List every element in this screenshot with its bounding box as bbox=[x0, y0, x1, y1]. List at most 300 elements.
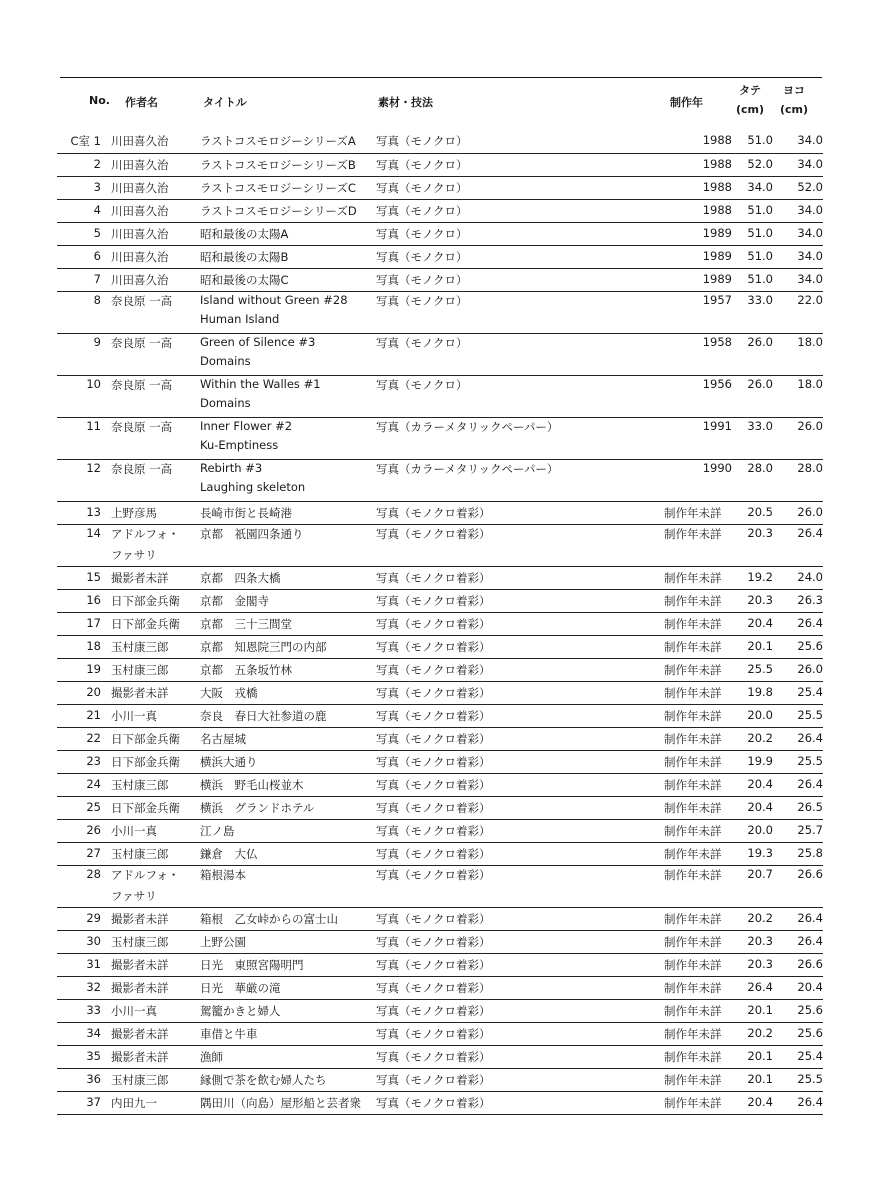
row-material-text: 写真（モノクロ） bbox=[376, 180, 468, 195]
row-author-text: 日下部金兵衛 bbox=[111, 731, 180, 746]
row-author bbox=[111, 976, 200, 999]
row-width-cm bbox=[773, 865, 823, 907]
row-author bbox=[111, 459, 200, 501]
row-material bbox=[376, 727, 664, 750]
row-year-text: 1988 bbox=[702, 133, 732, 147]
table-row bbox=[57, 681, 823, 704]
row-material-text: 写真（モノクロ着彩） bbox=[376, 1049, 491, 1064]
row-author bbox=[111, 1091, 200, 1114]
row-no-text: 9 bbox=[93, 334, 101, 349]
row-no-text: 17 bbox=[86, 615, 101, 630]
row-author-text: 撮影者未詳 bbox=[111, 957, 169, 972]
row-height-cm-text: 33.0 bbox=[747, 292, 773, 307]
row-year bbox=[664, 130, 732, 153]
row-material-text: 写真（カラーメタリックペーパー） bbox=[376, 461, 559, 476]
row-year-text: 制作年未詳 bbox=[664, 1026, 722, 1041]
row-author-text: 小川一真 bbox=[111, 1003, 157, 1018]
row-author-text: 撮影者未詳 bbox=[111, 570, 169, 585]
row-height-cm-text: 34.0 bbox=[747, 179, 773, 194]
row-material bbox=[376, 199, 664, 222]
row-author bbox=[111, 291, 200, 333]
row-no bbox=[57, 999, 111, 1022]
row-year bbox=[664, 268, 732, 291]
row-width-cm-text: 26.4 bbox=[797, 730, 823, 745]
row-no-text: C室 1 bbox=[70, 134, 101, 148]
table-row bbox=[57, 566, 823, 589]
row-no bbox=[57, 796, 111, 819]
row-height-cm-text: 20.7 bbox=[747, 866, 773, 881]
row-material bbox=[376, 375, 664, 417]
row-material bbox=[376, 1068, 664, 1091]
row-year-text: 制作年未詳 bbox=[664, 867, 722, 882]
table-row bbox=[57, 750, 823, 773]
row-year bbox=[664, 976, 732, 999]
row-year bbox=[664, 704, 732, 727]
row-title-text: ラストコスモロジーシリーズC bbox=[200, 180, 356, 195]
row-no-text: 28 bbox=[86, 866, 101, 881]
row-title bbox=[200, 333, 376, 375]
row-title bbox=[200, 953, 376, 976]
row-width-cm-text: 26.4 bbox=[797, 615, 823, 630]
row-year-text: 1988 bbox=[702, 202, 732, 217]
row-author bbox=[111, 566, 200, 589]
row-year bbox=[664, 796, 732, 819]
row-material-text: 写真（モノクロ着彩） bbox=[376, 800, 491, 815]
row-author-text: 奈良原 一高 bbox=[111, 335, 173, 350]
row-year-text: 制作年未詳 bbox=[664, 708, 722, 723]
row-author-text: ファサリ bbox=[111, 547, 157, 562]
row-no-text: 30 bbox=[86, 933, 101, 948]
row-year-text: 制作年未詳 bbox=[664, 1049, 722, 1064]
row-height-cm bbox=[732, 1045, 773, 1068]
row-width-cm-text: 25.4 bbox=[797, 684, 823, 699]
row-author bbox=[111, 865, 200, 907]
table-row bbox=[57, 130, 823, 153]
row-author bbox=[111, 773, 200, 796]
row-title bbox=[200, 524, 376, 566]
row-height-cm-text: 20.2 bbox=[747, 730, 773, 745]
row-height-cm-text: 26.0 bbox=[747, 334, 773, 349]
row-width-cm-text: 18.0 bbox=[797, 376, 823, 391]
row-year bbox=[664, 589, 732, 612]
row-height-cm-text: 20.3 bbox=[747, 525, 773, 540]
row-no bbox=[57, 589, 111, 612]
row-width-cm bbox=[773, 704, 823, 727]
row-material bbox=[376, 501, 664, 524]
row-title-text: 車借と牛車 bbox=[200, 1026, 258, 1041]
table-row bbox=[57, 459, 823, 501]
row-material-text: 写真（モノクロ着彩） bbox=[376, 593, 491, 608]
row-material-text: 写真（モノクロ着彩） bbox=[376, 731, 491, 746]
row-height-cm-text: 20.5 bbox=[747, 504, 773, 519]
row-height-cm bbox=[732, 999, 773, 1022]
header-tate-unit: (cm) bbox=[735, 103, 765, 116]
row-width-cm bbox=[773, 199, 823, 222]
row-height-cm bbox=[732, 245, 773, 268]
row-author bbox=[111, 842, 200, 865]
header-tate-label: タテ bbox=[739, 84, 761, 97]
row-author-text: 川田喜久治 bbox=[111, 249, 169, 264]
row-height-cm bbox=[732, 819, 773, 842]
table-row bbox=[57, 819, 823, 842]
row-width-cm bbox=[773, 291, 823, 333]
row-no-text: 31 bbox=[86, 956, 101, 971]
row-height-cm bbox=[732, 524, 773, 566]
row-width-cm bbox=[773, 1091, 823, 1114]
row-year bbox=[664, 291, 732, 333]
row-author bbox=[111, 907, 200, 930]
row-width-cm bbox=[773, 589, 823, 612]
row-title-text: 日光 東照宮陽明門 bbox=[200, 957, 304, 972]
row-no bbox=[57, 501, 111, 524]
table-row bbox=[57, 417, 823, 459]
row-material-text: 写真（モノクロ着彩） bbox=[376, 685, 491, 700]
row-title bbox=[200, 222, 376, 245]
row-author-text: 小川一真 bbox=[111, 823, 157, 838]
row-year bbox=[664, 773, 732, 796]
row-title bbox=[200, 459, 376, 501]
row-author-text: 撮影者未詳 bbox=[111, 980, 169, 995]
row-author-text: 川田喜久治 bbox=[111, 157, 169, 172]
row-author-text: 川田喜久治 bbox=[111, 226, 169, 241]
row-material-text: 写真（モノクロ） bbox=[376, 226, 468, 241]
row-no bbox=[57, 819, 111, 842]
row-title-text: Ku-Emptiness bbox=[200, 437, 279, 452]
row-material bbox=[376, 459, 664, 501]
row-no-text: 32 bbox=[86, 979, 101, 994]
row-title-text: Human Island bbox=[200, 311, 280, 326]
row-width-cm-text: 52.0 bbox=[797, 179, 823, 194]
row-no-text: 15 bbox=[86, 569, 101, 584]
row-no-text: 14 bbox=[86, 525, 101, 540]
row-year-text: 制作年未詳 bbox=[664, 934, 722, 949]
row-no bbox=[57, 1091, 111, 1114]
row-author-text: 撮影者未詳 bbox=[111, 685, 169, 700]
row-year bbox=[664, 681, 732, 704]
table-row bbox=[57, 658, 823, 681]
row-no bbox=[57, 417, 111, 459]
row-author bbox=[111, 245, 200, 268]
row-material bbox=[376, 976, 664, 999]
row-no-text: 20 bbox=[86, 684, 101, 699]
row-height-cm bbox=[732, 176, 773, 199]
table-row bbox=[57, 1091, 823, 1114]
row-width-cm bbox=[773, 635, 823, 658]
row-width-cm-text: 24.0 bbox=[797, 569, 823, 584]
row-no bbox=[57, 750, 111, 773]
row-height-cm bbox=[732, 727, 773, 750]
row-author-text: 撮影者未詳 bbox=[111, 1049, 169, 1064]
row-no-text: 6 bbox=[93, 248, 101, 263]
row-no-text: 7 bbox=[93, 271, 101, 286]
row-title-text: Domains bbox=[200, 353, 251, 368]
table-row bbox=[57, 1045, 823, 1068]
row-year bbox=[664, 199, 732, 222]
row-author bbox=[111, 417, 200, 459]
row-height-cm-text: 20.4 bbox=[747, 776, 773, 791]
row-width-cm-text: 26.4 bbox=[797, 776, 823, 791]
row-material bbox=[376, 999, 664, 1022]
row-height-cm bbox=[732, 842, 773, 865]
row-height-cm bbox=[732, 635, 773, 658]
row-height-cm-text: 19.3 bbox=[747, 845, 773, 860]
row-author bbox=[111, 333, 200, 375]
row-material bbox=[376, 566, 664, 589]
row-width-cm-text: 26.4 bbox=[797, 910, 823, 925]
table-row bbox=[57, 524, 823, 566]
row-author bbox=[111, 727, 200, 750]
row-title-text: Laughing skeleton bbox=[200, 479, 306, 494]
row-year bbox=[664, 842, 732, 865]
row-year-text: 1988 bbox=[702, 156, 732, 171]
row-no bbox=[57, 930, 111, 953]
row-title-text: 昭和最後の太陽C bbox=[200, 272, 289, 287]
row-height-cm bbox=[732, 589, 773, 612]
row-year-text: 1991 bbox=[702, 418, 732, 433]
row-author bbox=[111, 153, 200, 176]
row-width-cm-text: 26.0 bbox=[797, 661, 823, 676]
row-title-text: Within the Walles #1 bbox=[200, 376, 321, 391]
row-title bbox=[200, 658, 376, 681]
row-no bbox=[57, 268, 111, 291]
row-width-cm-text: 26.5 bbox=[797, 799, 823, 814]
row-year bbox=[664, 1068, 732, 1091]
row-title-text: 京都 五条坂竹林 bbox=[200, 662, 292, 677]
row-material bbox=[376, 291, 664, 333]
row-title-text: 鎌倉 大仏 bbox=[200, 846, 258, 861]
row-author bbox=[111, 750, 200, 773]
row-width-cm-text: 25.6 bbox=[797, 638, 823, 653]
row-width-cm-text: 34.0 bbox=[797, 156, 823, 171]
row-author bbox=[111, 704, 200, 727]
row-title bbox=[200, 153, 376, 176]
row-title bbox=[200, 291, 376, 333]
row-width-cm bbox=[773, 375, 823, 417]
row-no-text: 26 bbox=[86, 822, 101, 837]
header-no: No. bbox=[89, 94, 110, 107]
row-width-cm bbox=[773, 819, 823, 842]
row-year-text: 制作年未詳 bbox=[664, 616, 722, 631]
row-width-cm-text: 26.4 bbox=[797, 1094, 823, 1109]
row-height-cm-text: 19.9 bbox=[747, 753, 773, 768]
row-height-cm-text: 25.5 bbox=[747, 661, 773, 676]
row-year bbox=[664, 612, 732, 635]
row-author bbox=[111, 589, 200, 612]
row-title-text: 縁側で茶を飲む婦人たち bbox=[200, 1072, 327, 1087]
row-height-cm bbox=[732, 658, 773, 681]
row-width-cm bbox=[773, 976, 823, 999]
row-width-cm bbox=[773, 612, 823, 635]
row-author-text: 奈良原 一高 bbox=[111, 419, 173, 434]
row-width-cm-text: 22.0 bbox=[797, 292, 823, 307]
row-author bbox=[111, 222, 200, 245]
row-material bbox=[376, 681, 664, 704]
row-year-text: 制作年未詳 bbox=[664, 911, 722, 926]
row-author bbox=[111, 199, 200, 222]
row-height-cm bbox=[732, 333, 773, 375]
row-no-text: 35 bbox=[86, 1048, 101, 1063]
row-width-cm-text: 34.0 bbox=[797, 248, 823, 263]
row-title-text: 京都 金閣寺 bbox=[200, 593, 269, 608]
row-material bbox=[376, 1045, 664, 1068]
row-year-text: 制作年未詳 bbox=[664, 823, 722, 838]
table-row bbox=[57, 153, 823, 176]
row-width-cm bbox=[773, 333, 823, 375]
row-title-text: 横浜大通り bbox=[200, 754, 258, 769]
row-title-text: Domains bbox=[200, 395, 251, 410]
row-width-cm-text: 26.6 bbox=[797, 866, 823, 881]
row-title-text: 名古屋城 bbox=[200, 731, 246, 746]
row-title-text: 京都 知恩院三門の内部 bbox=[200, 639, 327, 654]
row-year bbox=[664, 635, 732, 658]
row-author-text: アドルフォ・ bbox=[111, 526, 180, 541]
row-year-text: 制作年未詳 bbox=[664, 570, 722, 585]
row-title bbox=[200, 1022, 376, 1045]
row-material-text: 写真（モノクロ着彩） bbox=[376, 934, 491, 949]
row-no-text: 23 bbox=[86, 753, 101, 768]
row-author-text: 玉村康三郎 bbox=[111, 777, 169, 792]
row-no-text: 18 bbox=[86, 638, 101, 653]
row-height-cm-text: 28.0 bbox=[747, 460, 773, 475]
row-no bbox=[57, 222, 111, 245]
row-title bbox=[200, 796, 376, 819]
row-year-text: 制作年未詳 bbox=[664, 777, 722, 792]
row-no bbox=[57, 333, 111, 375]
row-material bbox=[376, 865, 664, 907]
row-author-text: 奈良原 一高 bbox=[111, 377, 173, 392]
row-no bbox=[57, 459, 111, 501]
row-title bbox=[200, 727, 376, 750]
table-row bbox=[57, 612, 823, 635]
row-material bbox=[376, 842, 664, 865]
row-height-cm-text: 20.4 bbox=[747, 1094, 773, 1109]
row-no-text: 10 bbox=[86, 376, 101, 391]
row-width-cm-text: 25.6 bbox=[797, 1025, 823, 1040]
row-no-text: 37 bbox=[86, 1094, 101, 1109]
row-width-cm bbox=[773, 268, 823, 291]
row-author-text: 玉村康三郎 bbox=[111, 662, 169, 677]
row-material-text: 写真（モノクロ着彩） bbox=[376, 639, 491, 654]
row-material bbox=[376, 222, 664, 245]
row-height-cm bbox=[732, 566, 773, 589]
row-height-cm bbox=[732, 907, 773, 930]
table-row bbox=[57, 1022, 823, 1045]
row-author bbox=[111, 501, 200, 524]
row-year-text: 制作年未詳 bbox=[664, 639, 722, 654]
header-material: 素材・技法 bbox=[378, 96, 433, 109]
row-year bbox=[664, 953, 732, 976]
row-no-text: 25 bbox=[86, 799, 101, 814]
table-row bbox=[57, 727, 823, 750]
row-author bbox=[111, 130, 200, 153]
row-height-cm bbox=[732, 130, 773, 153]
row-width-cm-text: 28.0 bbox=[797, 460, 823, 475]
row-title-text: 京都 三十三間堂 bbox=[200, 616, 292, 631]
row-height-cm-text: 51.0 bbox=[747, 202, 773, 217]
row-year-text: 制作年未詳 bbox=[664, 846, 722, 861]
row-no-text: 13 bbox=[86, 504, 101, 519]
row-no bbox=[57, 130, 111, 153]
row-title-text: ラストコスモロジーシリーズA bbox=[200, 134, 356, 148]
row-width-cm-text: 26.4 bbox=[797, 933, 823, 948]
row-title bbox=[200, 176, 376, 199]
row-title-text: 昭和最後の太陽B bbox=[200, 249, 289, 264]
row-title bbox=[200, 999, 376, 1022]
row-width-cm bbox=[773, 459, 823, 501]
row-year bbox=[664, 930, 732, 953]
row-no bbox=[57, 566, 111, 589]
row-material bbox=[376, 612, 664, 635]
row-material-text: 写真（モノクロ着彩） bbox=[376, 708, 491, 723]
row-material-text: 写真（モノクロ） bbox=[376, 335, 468, 350]
row-height-cm-text: 20.3 bbox=[747, 592, 773, 607]
table-row bbox=[57, 865, 823, 907]
row-year bbox=[664, 999, 732, 1022]
row-author bbox=[111, 268, 200, 291]
row-height-cm bbox=[732, 953, 773, 976]
row-no bbox=[57, 1068, 111, 1091]
row-title bbox=[200, 1068, 376, 1091]
table-row bbox=[57, 268, 823, 291]
row-material bbox=[376, 1091, 664, 1114]
row-title bbox=[200, 1091, 376, 1114]
header-yoko-label: ヨコ bbox=[783, 84, 805, 97]
row-material bbox=[376, 953, 664, 976]
row-material bbox=[376, 907, 664, 930]
table-row bbox=[57, 333, 823, 375]
row-year bbox=[664, 245, 732, 268]
row-no-text: 5 bbox=[93, 225, 101, 240]
row-year bbox=[664, 524, 732, 566]
row-title-text: 奈良 春日大社参道の鹿 bbox=[200, 708, 327, 723]
table-row bbox=[57, 635, 823, 658]
row-height-cm-text: 20.0 bbox=[747, 707, 773, 722]
table-row bbox=[57, 375, 823, 417]
row-no bbox=[57, 658, 111, 681]
row-author-text: 日下部金兵衛 bbox=[111, 754, 180, 769]
row-no-text: 16 bbox=[86, 592, 101, 607]
row-author-text: 玉村康三郎 bbox=[111, 1072, 169, 1087]
row-width-cm-text: 26.0 bbox=[797, 504, 823, 519]
row-width-cm-text: 34.0 bbox=[797, 225, 823, 240]
row-height-cm bbox=[732, 375, 773, 417]
table-row bbox=[57, 589, 823, 612]
row-title bbox=[200, 375, 376, 417]
row-width-cm-text: 26.0 bbox=[797, 418, 823, 433]
row-width-cm-text: 25.5 bbox=[797, 707, 823, 722]
row-width-cm bbox=[773, 681, 823, 704]
row-height-cm-text: 19.2 bbox=[747, 569, 773, 584]
row-no bbox=[57, 842, 111, 865]
row-material bbox=[376, 819, 664, 842]
row-title-text: Green of Silence #3 bbox=[200, 334, 316, 349]
row-title-text: 横浜 野毛山桜並木 bbox=[200, 777, 304, 792]
row-year-text: 制作年未詳 bbox=[664, 593, 722, 608]
row-height-cm-text: 20.1 bbox=[747, 1071, 773, 1086]
row-width-cm bbox=[773, 245, 823, 268]
row-height-cm bbox=[732, 417, 773, 459]
row-no bbox=[57, 704, 111, 727]
row-no-text: 22 bbox=[86, 730, 101, 745]
row-year bbox=[664, 333, 732, 375]
row-no bbox=[57, 773, 111, 796]
row-width-cm-text: 25.5 bbox=[797, 753, 823, 768]
row-author bbox=[111, 1068, 200, 1091]
row-no bbox=[57, 153, 111, 176]
row-material-text: 写真（モノクロ着彩） bbox=[376, 505, 491, 520]
row-height-cm-text: 20.4 bbox=[747, 799, 773, 814]
row-material-text: 写真（モノクロ） bbox=[376, 249, 468, 264]
